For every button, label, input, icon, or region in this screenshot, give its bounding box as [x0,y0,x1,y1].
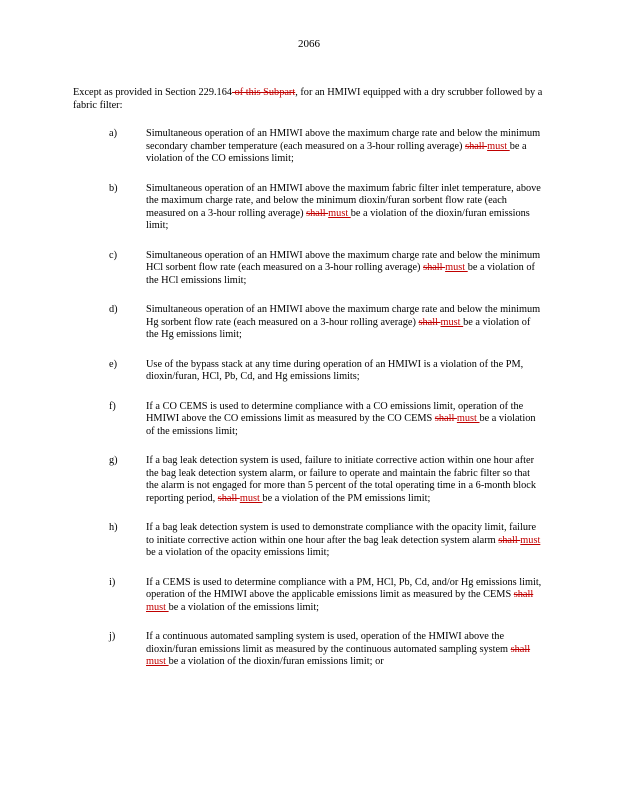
item-text [146,631,543,669]
inserted-word: must [239,492,263,504]
intro-text-before: Except as provided in Section 229.164 [73,87,232,98]
list-item-b [73,183,543,233]
deleted-word: shall [513,589,534,600]
page-number: 2066 [298,38,320,50]
item-text-after: be a violation of the CO emissions limit; [146,140,527,164]
intro-text-after: , for an HMIWI equipped with a dry scrubber followed by a fabric filter: [73,87,543,111]
list-item-h [73,522,543,560]
list-item-d [73,304,543,342]
item-letter: c) [109,249,117,261]
item-text-after: be a violation of the dioxin/furan emissions limit; [146,207,530,231]
item-letter: b) [109,182,118,194]
list-item-a [73,128,543,166]
item-text-after: be a violation of the Hg emissions limit; [146,316,531,340]
item-letter: d) [109,304,118,315]
item-text [146,455,543,505]
item-text-before: Simultaneous operation of an HMIWI above the maximum charge rate and below the minimum HCl sorbent flow rate (each measured on a 3-hour rolling average) [146,249,541,273]
item-text-before: If a bag leak detection system is used to demonstrate compliance with the opacity limit, failure to initiate corrective action within one hour after the bag leak detection system alarm [146,522,537,546]
item-text [146,304,543,342]
item-text [146,522,543,560]
item-text-before: If a bag leak detection system is used, failure to initiate corrective action within one hour after the bag leak detection system alarm, or failure to operate and maintain the fabric filter so that the alarm is not engaged for more than 5 percent of the total operating time in a 6-month block reporting period, [146,455,537,504]
inserted-word: must [328,207,351,219]
item-text-before: Simultaneous operation of an HMIWI above the maximum charge rate and below the minimum Hg sorbent flow rate (each measured on a 3-hour rolling average) [146,304,541,328]
inserted-word: must [146,656,169,667]
item-text-after: be a violation of the emissions limit; [168,601,320,613]
item-letter: j) [109,631,116,642]
item-text-before: Simultaneous operation of an HMIWI above the maximum charge rate and below the minimum secondary chamber temperature (each measured on a 3-hour rolling average) [146,128,541,152]
item-letter: i) [109,576,116,588]
intro-deleted-text: of this Subpart [232,87,296,98]
item-text-before: Use of the bypass stack at any time during operation of an HMIWI is a violation of the PM, dioxin/furan, HCl, Pb, Cd, and Hg emissions limits; [146,358,524,382]
inserted-word: must [520,534,541,546]
list-item-g [73,455,543,505]
deleted-word: shall [306,207,329,219]
inserted-word: must [456,413,480,424]
deleted-word: shall [498,534,521,546]
list-item-i [73,577,543,615]
deleted-word: shall [510,643,531,655]
intro-paragraph [73,87,543,112]
item-text-before: If a continuous automated sampling system is used, operation of the HMIWI above the dioxin/furan emissions limit as measured by the continuous automated sampling system [146,631,511,655]
item-text-after: be a violation of the HCl emissions limit; [146,262,535,286]
deleted-word: shall [465,140,488,152]
item-text [146,577,543,615]
item-text-after: be a violation of the opacity emissions limit; [146,547,330,558]
item-letter: g) [109,455,118,466]
deleted-word: shall [434,413,457,424]
item-letter: a) [109,128,117,139]
item-text-after: be a violation of the PM emissions limit; [262,492,431,504]
item-text-before: If a CO CEMS is used to determine compliance with a CO emissions limit, operation of the HMIWI above the CO emissions limit as measured by the CO CEMS [146,400,524,424]
item-letter: h) [109,522,118,533]
item-text [146,183,543,233]
deleted-word: shall [217,492,240,504]
deleted-word: shall [423,262,446,273]
deleted-word: shall [418,316,441,328]
list-item-f [73,401,543,439]
item-text-after: be a violation of the emissions limit; [146,413,536,437]
item-text [146,401,543,439]
item-text-after: be a violation of the dioxin/furan emissions limit; or [168,656,384,667]
inserted-word: must [146,601,169,613]
list-item-c [73,250,543,288]
item-text [146,128,543,166]
item-letter: e) [109,358,117,370]
inserted-word: must [440,316,464,328]
item-text-before: If a CEMS is used to determine compliance with a PM, HCl, Pb, Cd, and/or Hg emissions limit, operation of the HMIWI above the applicable emissions limit as measured by the CEMS [146,576,542,600]
item-text [146,250,543,288]
item-list [73,128,543,686]
item-text-before: Simultaneous operation of an HMIWI above the maximum fabric filter inlet temperature, above the maximum charge rate, and below the minimum dioxin/furan sorbent flow rate (each measured on a 3-hour rolling average) [146,182,541,219]
list-item-j [73,631,543,669]
inserted-word: must [445,262,468,273]
item-text [146,359,543,384]
item-letter: f) [109,400,116,412]
inserted-word: must [487,140,510,152]
list-item-e [73,359,543,384]
